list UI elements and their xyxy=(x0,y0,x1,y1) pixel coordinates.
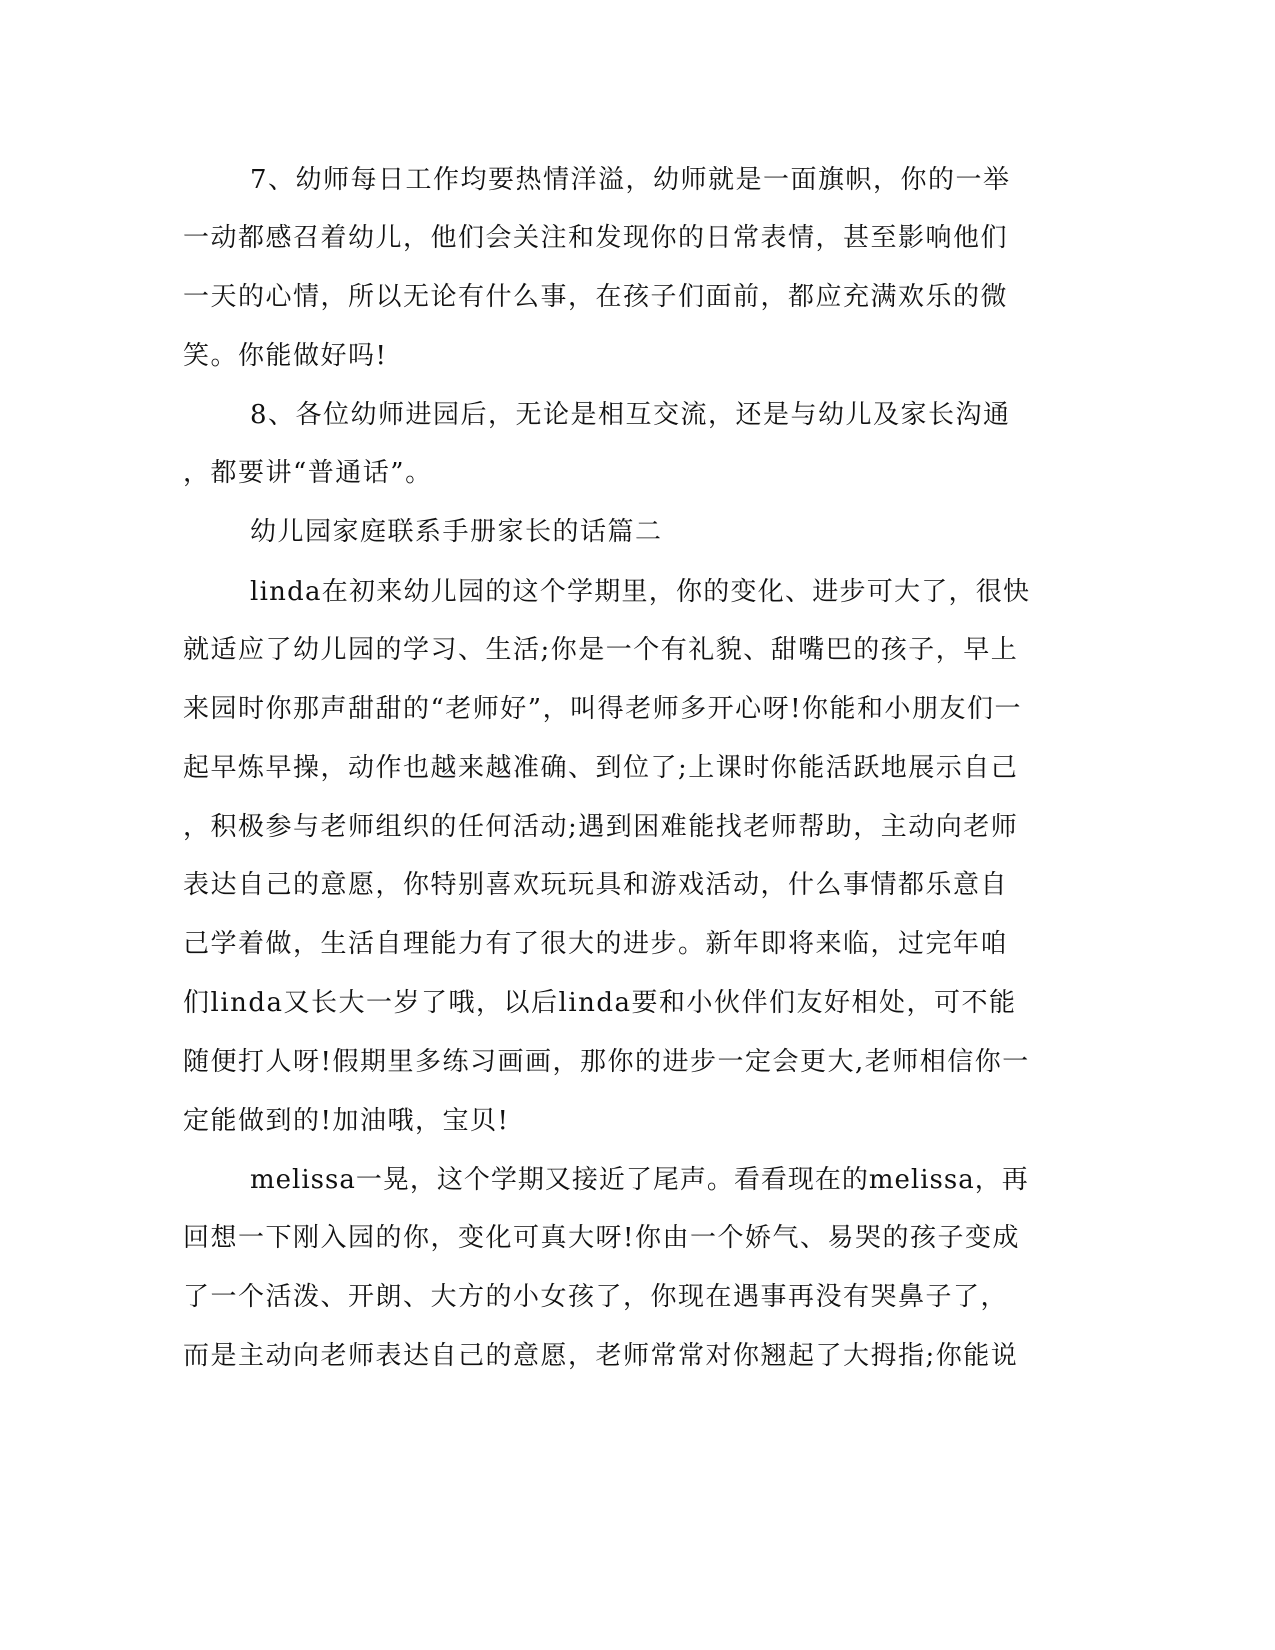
paragraph-8-line-1: 8、各位幼师进园后，无论是相互交流，还是与幼儿及家长沟通 xyxy=(250,400,1011,430)
paragraph-7-line-4: 笑。你能做好吗! xyxy=(183,341,388,371)
paragraph-linda-line-1: linda在初来幼儿园的这个学期里，你的变化、进步可大了，很快 xyxy=(250,577,1031,607)
paragraph-linda-line-3: 来园时你那声甜甜的“老师好”，叫得老师多开心呀!你能和小朋友们一 xyxy=(183,694,1023,724)
paragraph-melissa-line-3: 了一个活泼、开朗、大方的小女孩了，你现在遇事再没有哭鼻子了， xyxy=(183,1282,1009,1312)
paragraph-linda-line-8: 们linda又长大一岁了哦，以后linda要和小伙伴们友好相处，可不能 xyxy=(183,988,1017,1018)
paragraph-linda-line-5: ，积极参与老师组织的任何活动;遇到困难能找老师帮助，主动向老师 xyxy=(183,812,1019,842)
paragraph-linda-line-9: 随便打人呀!假期里多练习画画，那你的进步一定会更大,老师相信你一 xyxy=(183,1047,1030,1077)
paragraph-8-line-2: ，都要讲“普通话”。 xyxy=(183,458,433,488)
paragraph-7-line-2: 一动都感召着幼儿，他们会关注和发现你的日常表情，甚至影响他们 xyxy=(183,223,1009,253)
paragraph-linda-line-4: 起早炼早操，动作也越来越准确、到位了;上课时你能活跃地展示自己 xyxy=(183,753,1019,783)
paragraph-linda-line-6: 表达自己的意愿，你特别喜欢玩玩具和游戏活动，什么事情都乐意自 xyxy=(183,870,1009,900)
paragraph-linda-line-7: 己学着做，生活自理能力有了很大的进步。新年即将来临，过完年咱 xyxy=(183,929,1009,959)
paragraph-melissa-line-4: 而是主动向老师表达自己的意愿，老师常常对你翘起了大拇指;你能说 xyxy=(183,1341,1019,1371)
paragraph-melissa-line-2: 回想一下刚入园的你，变化可真大呀!你由一个娇气、易哭的孩子变成 xyxy=(183,1223,1020,1253)
paragraph-linda-line-10: 定能做到的!加油哦，宝贝! xyxy=(183,1106,510,1136)
paragraph-7-line-3: 一天的心情，所以无论有什么事，在孩子们面前，都应充满欢乐的微 xyxy=(183,282,1009,312)
paragraph-melissa-line-1: melissa一晃，这个学期又接近了尾声。看看现在的melissa，再 xyxy=(250,1165,1029,1195)
paragraph-7-line-1: 7、幼师每日工作均要热情洋溢，幼师就是一面旗帜，你的一举 xyxy=(250,165,1011,195)
section-heading: 幼儿园家庭联系手册家长的话篇二 xyxy=(250,517,663,547)
paragraph-linda-line-2: 就适应了幼儿园的学习、生活;你是一个有礼貌、甜嘴巴的孩子，早上 xyxy=(183,635,1019,665)
